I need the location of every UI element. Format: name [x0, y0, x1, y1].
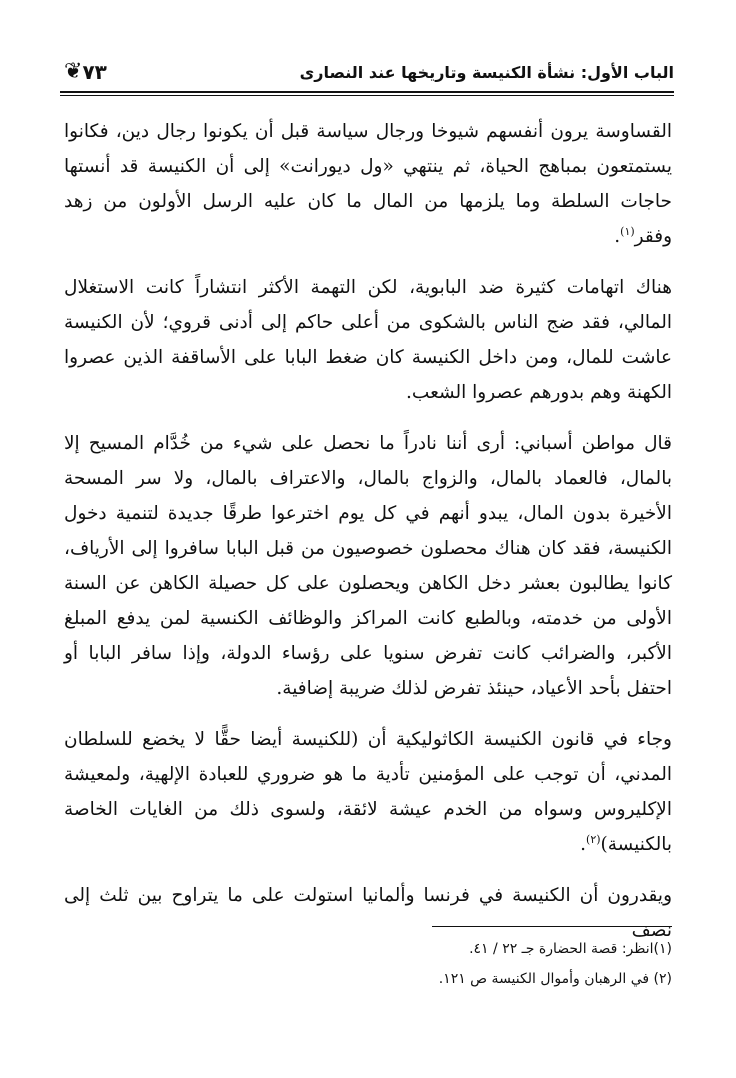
footnote: (١)انظر: قصة الحضارة جـ ٢٢ / ٤١.	[469, 941, 672, 957]
paragraph-text: قال مواطن أسباني: أرى أننا نادراً ما نحصل على شيء من خُدَّام المسيح إلا بالمال، فالعماد بالمال، والزواج بالمال، والاعتراف بالمال، ولا سر المسحة الأخيرة بدون المال، يبدو أنهم في كل يوم اخترعوا طرقًا جديدة لتنمية دخول الكنيسة، فقد كان هناك محصلون خصوصيون من قبل البابا سافروا إلى الأرياف، كانوا يطالبون بعشر دخل الكاهن ويحصلون على كل حصيلة الكاهن عن السنة الأولى من خدمته، وبالطبع كانت المراكز والوظائف الكنسية لمن يدفع المبلغ الأكبر، والضرائب كانت تفرض سنويا على رؤساء الدولة، وإذا سافر البابا أو احتفل بأحد الأعياد، حينئذ تفرض لذلك ضريبة إضافية.	[64, 433, 672, 699]
header-rule	[60, 91, 674, 93]
chapter-title: الباب الأول: نشأة الكنيسة وتاريخها عند النصارى	[299, 63, 674, 82]
paragraph-text: هناك اتهامات كثيرة ضد البابوية، لكن التهمة الأكثر انتشاراً كانت الاستغلال المالي، فقد ضج الناس بالشكوى من أعلى حاكم إلى أدنى قروي؛ لأن الكنيسة عاشت للمال، ومن داخل الكنيسة كان ضغط البابا على الأساقفة الذين عصروا الكهنة وهم بدورهم عصروا الشعب.	[64, 277, 672, 403]
paragraph	[64, 722, 672, 862]
page-number	[60, 59, 107, 88]
paragraph-text: وجاء في قانون الكنيسة الكاثوليكية أن (للكنيسة أيضا حقًّا لا يخضع للسلطان المدني، أن توجب على المؤمنين تأدية ما هو ضروري للعبادة الإلهية، ولمعيشة الإكليروس وسواه من الخدم عيشة لائقة، ولسوى ذلك من الغايات الخاصة بالكنيسة)	[64, 729, 672, 855]
footnotes	[64, 934, 672, 994]
paragraph	[64, 270, 672, 410]
footnote-ref[interactable]: (١)	[620, 224, 635, 238]
header-rule-thin	[60, 95, 674, 96]
ornament-icon: ❦	[64, 59, 83, 84]
running-header	[60, 48, 674, 88]
paragraph	[64, 114, 672, 254]
paragraph-tail: .	[580, 834, 587, 855]
paragraph-text: القساوسة يرون أنفسهم شيوخا ورجال سياسة قبل أن يكونوا رجال دين، فكانوا يستمتعون بمباهج الحياة، ثم ينتهي «ول ديورانت» إلى أن الكنيسة قد أنستها حاجات السلطة وما يلزمها من المال ما كان عليه الرسل الأولون من زهد وفقر	[64, 121, 672, 247]
paragraph	[64, 426, 672, 706]
paragraph-tail: .	[614, 226, 621, 247]
paragraph-text: ويقدرون أن الكنيسة في فرنسا وألمانيا استولت على ما يتراوح بين ثلث إلى نصف	[64, 885, 672, 941]
page-number-value: ٧٣	[82, 60, 107, 84]
footnote-ref[interactable]: (٢)	[586, 832, 601, 846]
body-text	[64, 114, 672, 964]
footnote-divider	[432, 926, 672, 927]
footnote: (٢) في الرهبان وأموال الكنيسة ص ١٢١.	[438, 971, 672, 987]
